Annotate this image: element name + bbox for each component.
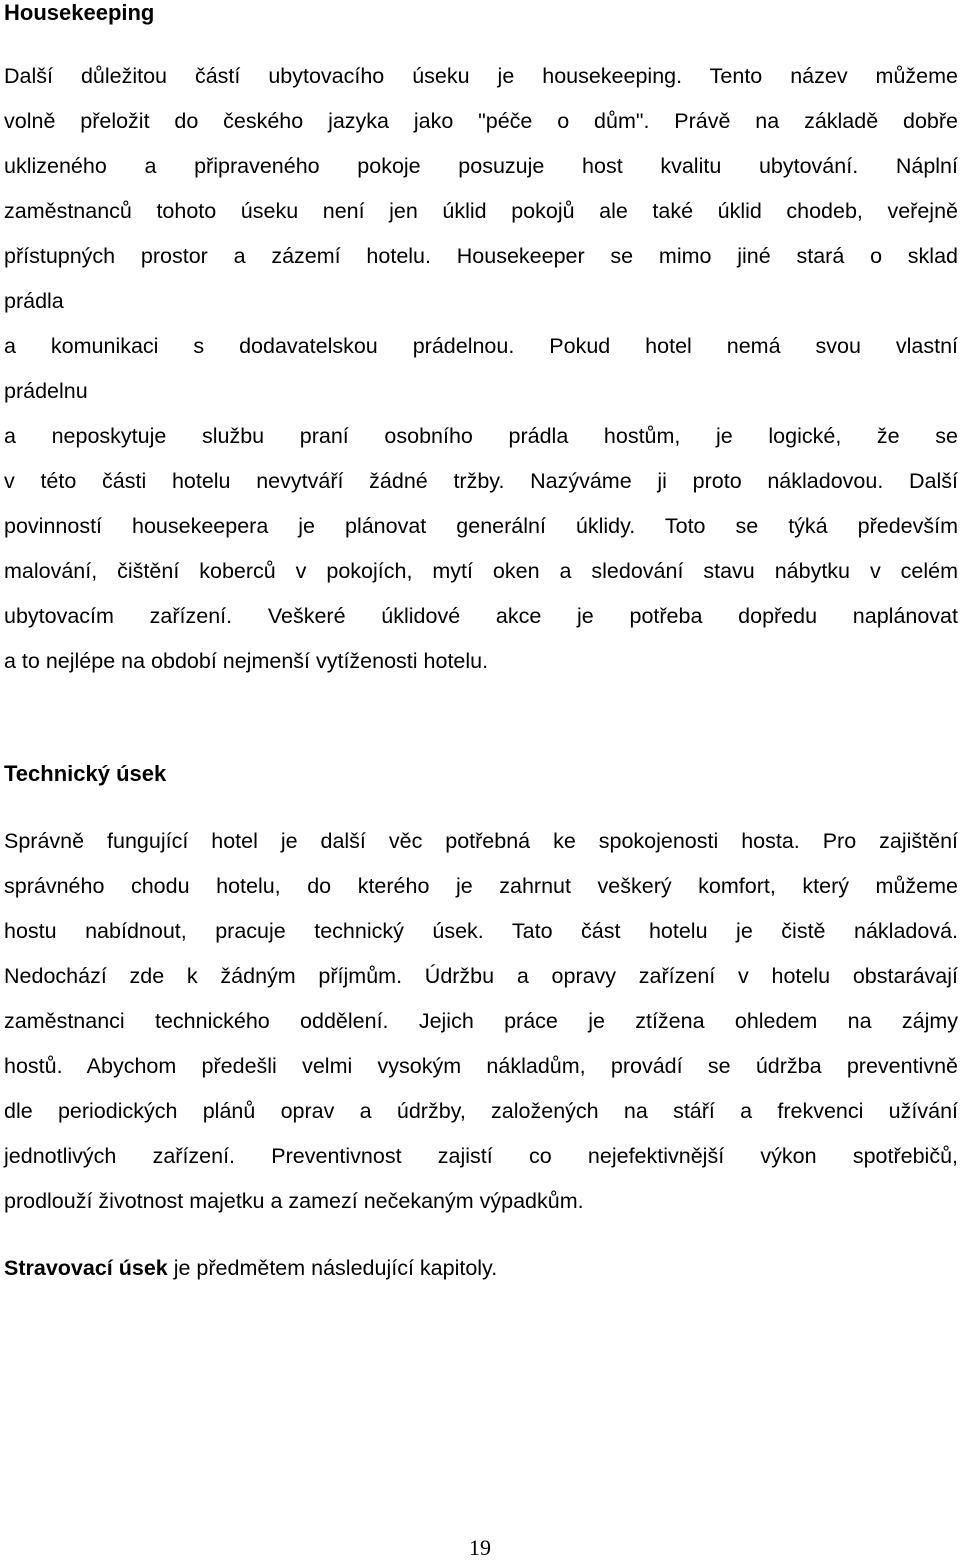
paragraph-line: dle periodických plánů oprav a údržby, založených na stáří a frekvenci užívání <box>4 1099 958 1123</box>
paragraph-line: Nedochází zde k žádným příjmům. Údržbu a opravy zařízení v hotelu obstarávají <box>4 964 958 988</box>
paragraph-line: ubytovacím zařízení. Veškeré úklidové akce je potřeba dopředu naplánovat <box>4 604 958 628</box>
paragraph-line: zaměstnanců tohoto úseku není jen úklid pokojů ale také úklid chodeb, veřejně <box>4 199 958 223</box>
page-number: 19 <box>469 1535 491 1560</box>
paragraph-line: malování, čištění koberců v pokojích, mytí oken a sledování stavu nábytku v celém <box>4 559 958 583</box>
paragraph-line: volně přeložit do českého jazyka jako "péče o dům". Právě na základě dobře <box>4 109 958 133</box>
paragraph-line: a to nejlépe na období nejmenší vytíženosti hotelu. <box>4 649 489 673</box>
paragraph-line: v této části hotelu nevytváří žádné tržby. Nazýváme ji proto nákladovou. Další <box>4 469 958 493</box>
heading-housekeeping: Housekeeping <box>4 0 155 25</box>
paragraph-line: hostů. Abychom předešli velmi vysokým nákladům, provádí se údržba preventivně <box>4 1054 958 1078</box>
paragraph-housekeeping <box>4 54 958 684</box>
closing-text: je předmětem následující kapitoly. <box>167 1256 498 1280</box>
paragraph-line: prodlouží životnost majetku a zamezí nečekaným výpadkům. <box>4 1189 584 1213</box>
paragraph-line: povinností housekeepera je plánovat generální úklidy. Toto se týká především <box>4 514 958 538</box>
paragraph-line: zaměstnanci technického oddělení. Jejich práce je ztížena ohledem na zájmy <box>4 1009 958 1033</box>
paragraph-line: prádla <box>4 289 64 313</box>
paragraph-line: a neposkytuje službu praní osobního prádla hostům, je logické, že se <box>4 424 958 448</box>
paragraph-line: jednotlivých zařízení. Preventivnost zajistí co nejefektivnější výkon spotřebičů, <box>4 1144 958 1168</box>
heading-technical: Technický úsek <box>4 761 167 786</box>
paragraph-line: a komunikaci s dodavatelskou prádelnou. Pokud hotel nemá svou vlastní <box>4 334 958 358</box>
paragraph-line: uklizeného a připraveného pokoje posuzuje host kvalitu ubytování. Náplní <box>4 154 958 178</box>
paragraph-line: hostu nabídnout, pracuje technický úsek. Tato část hotelu je čistě nákladová. <box>4 919 958 943</box>
closing-bold-term: Stravovací úsek <box>4 1256 168 1280</box>
paragraph-line: Další důležitou částí ubytovacího úseku je housekeeping. Tento název můžeme <box>4 64 958 88</box>
paragraph-line: prádelnu <box>4 379 88 403</box>
paragraph-line: Správně fungující hotel je další věc potřebná ke spokojenosti hosta. Pro zajištění <box>4 829 958 853</box>
paragraph-line: přístupných prostor a zázemí hotelu. Housekeeper se mimo jiné stará o sklad <box>4 244 958 268</box>
closing-sentence <box>4 1255 497 1281</box>
paragraph-technical <box>4 819 958 1224</box>
paragraph-line: správného chodu hotelu, do kterého je zahrnut veškerý komfort, který můžeme <box>4 874 958 898</box>
